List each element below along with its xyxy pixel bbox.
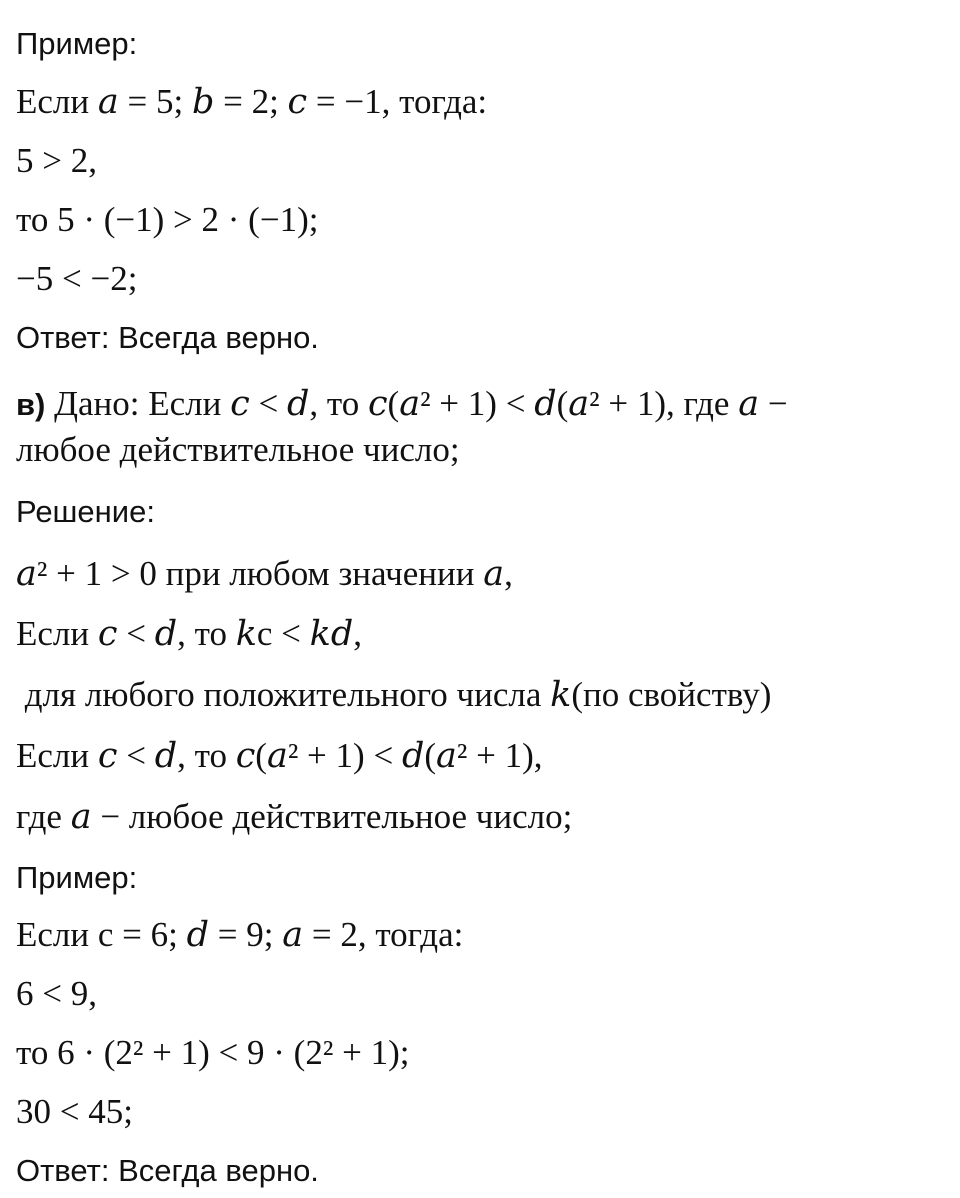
example-step-3: −5 < −2; (16, 259, 138, 298)
example-condition-1: Если 𝑎 = 5; 𝑏 = 2; 𝑐 = −1, тогда: (16, 82, 488, 121)
solution-step-5: где 𝑎 − любое действительное число; (16, 797, 573, 836)
solution-step-3: для любого положительного числа 𝑘(по свойству) (16, 675, 772, 714)
example-heading-2: Пример: (16, 860, 138, 895)
example-heading-1: Пример: (16, 26, 138, 61)
given-statement-continued: любое действительное число; (16, 430, 460, 469)
solution-step-4: Если 𝑐 < 𝑑, то 𝑐(𝑎² + 1) < 𝑑(𝑎² + 1), (16, 736, 543, 775)
example2-step-2: то 6 · (2² + 1) < 9 · (2² + 1); (16, 1033, 410, 1072)
example-step-2: то 5 · (−1) > 2 · (−1); (16, 200, 319, 239)
solution-heading: Решение: (16, 494, 155, 529)
example2-step-3: 30 < 45; (16, 1092, 133, 1131)
answer-1: Ответ: Всегда верно. (16, 320, 319, 355)
part-label: в) (16, 387, 46, 422)
example-condition-2: Если c = 6; 𝑑 = 9; 𝑎 = 2, тогда: (16, 915, 464, 954)
answer-2: Ответ: Всегда верно. (16, 1153, 319, 1188)
example2-step-1: 6 < 9, (16, 974, 97, 1013)
solution-step-2: Если 𝑐 < 𝑑, то 𝑘c < 𝑘𝑑, (16, 614, 363, 653)
given-statement (16, 384, 788, 425)
given-text: Дано: Если 𝑐 < 𝑑, то 𝑐(𝑎² + 1) < 𝑑(𝑎² + 1), где 𝑎 − (54, 384, 788, 423)
solution-step-1: 𝑎² + 1 > 0 при любом значении 𝑎, (16, 554, 513, 593)
example-step-1: 5 > 2, (16, 141, 97, 180)
